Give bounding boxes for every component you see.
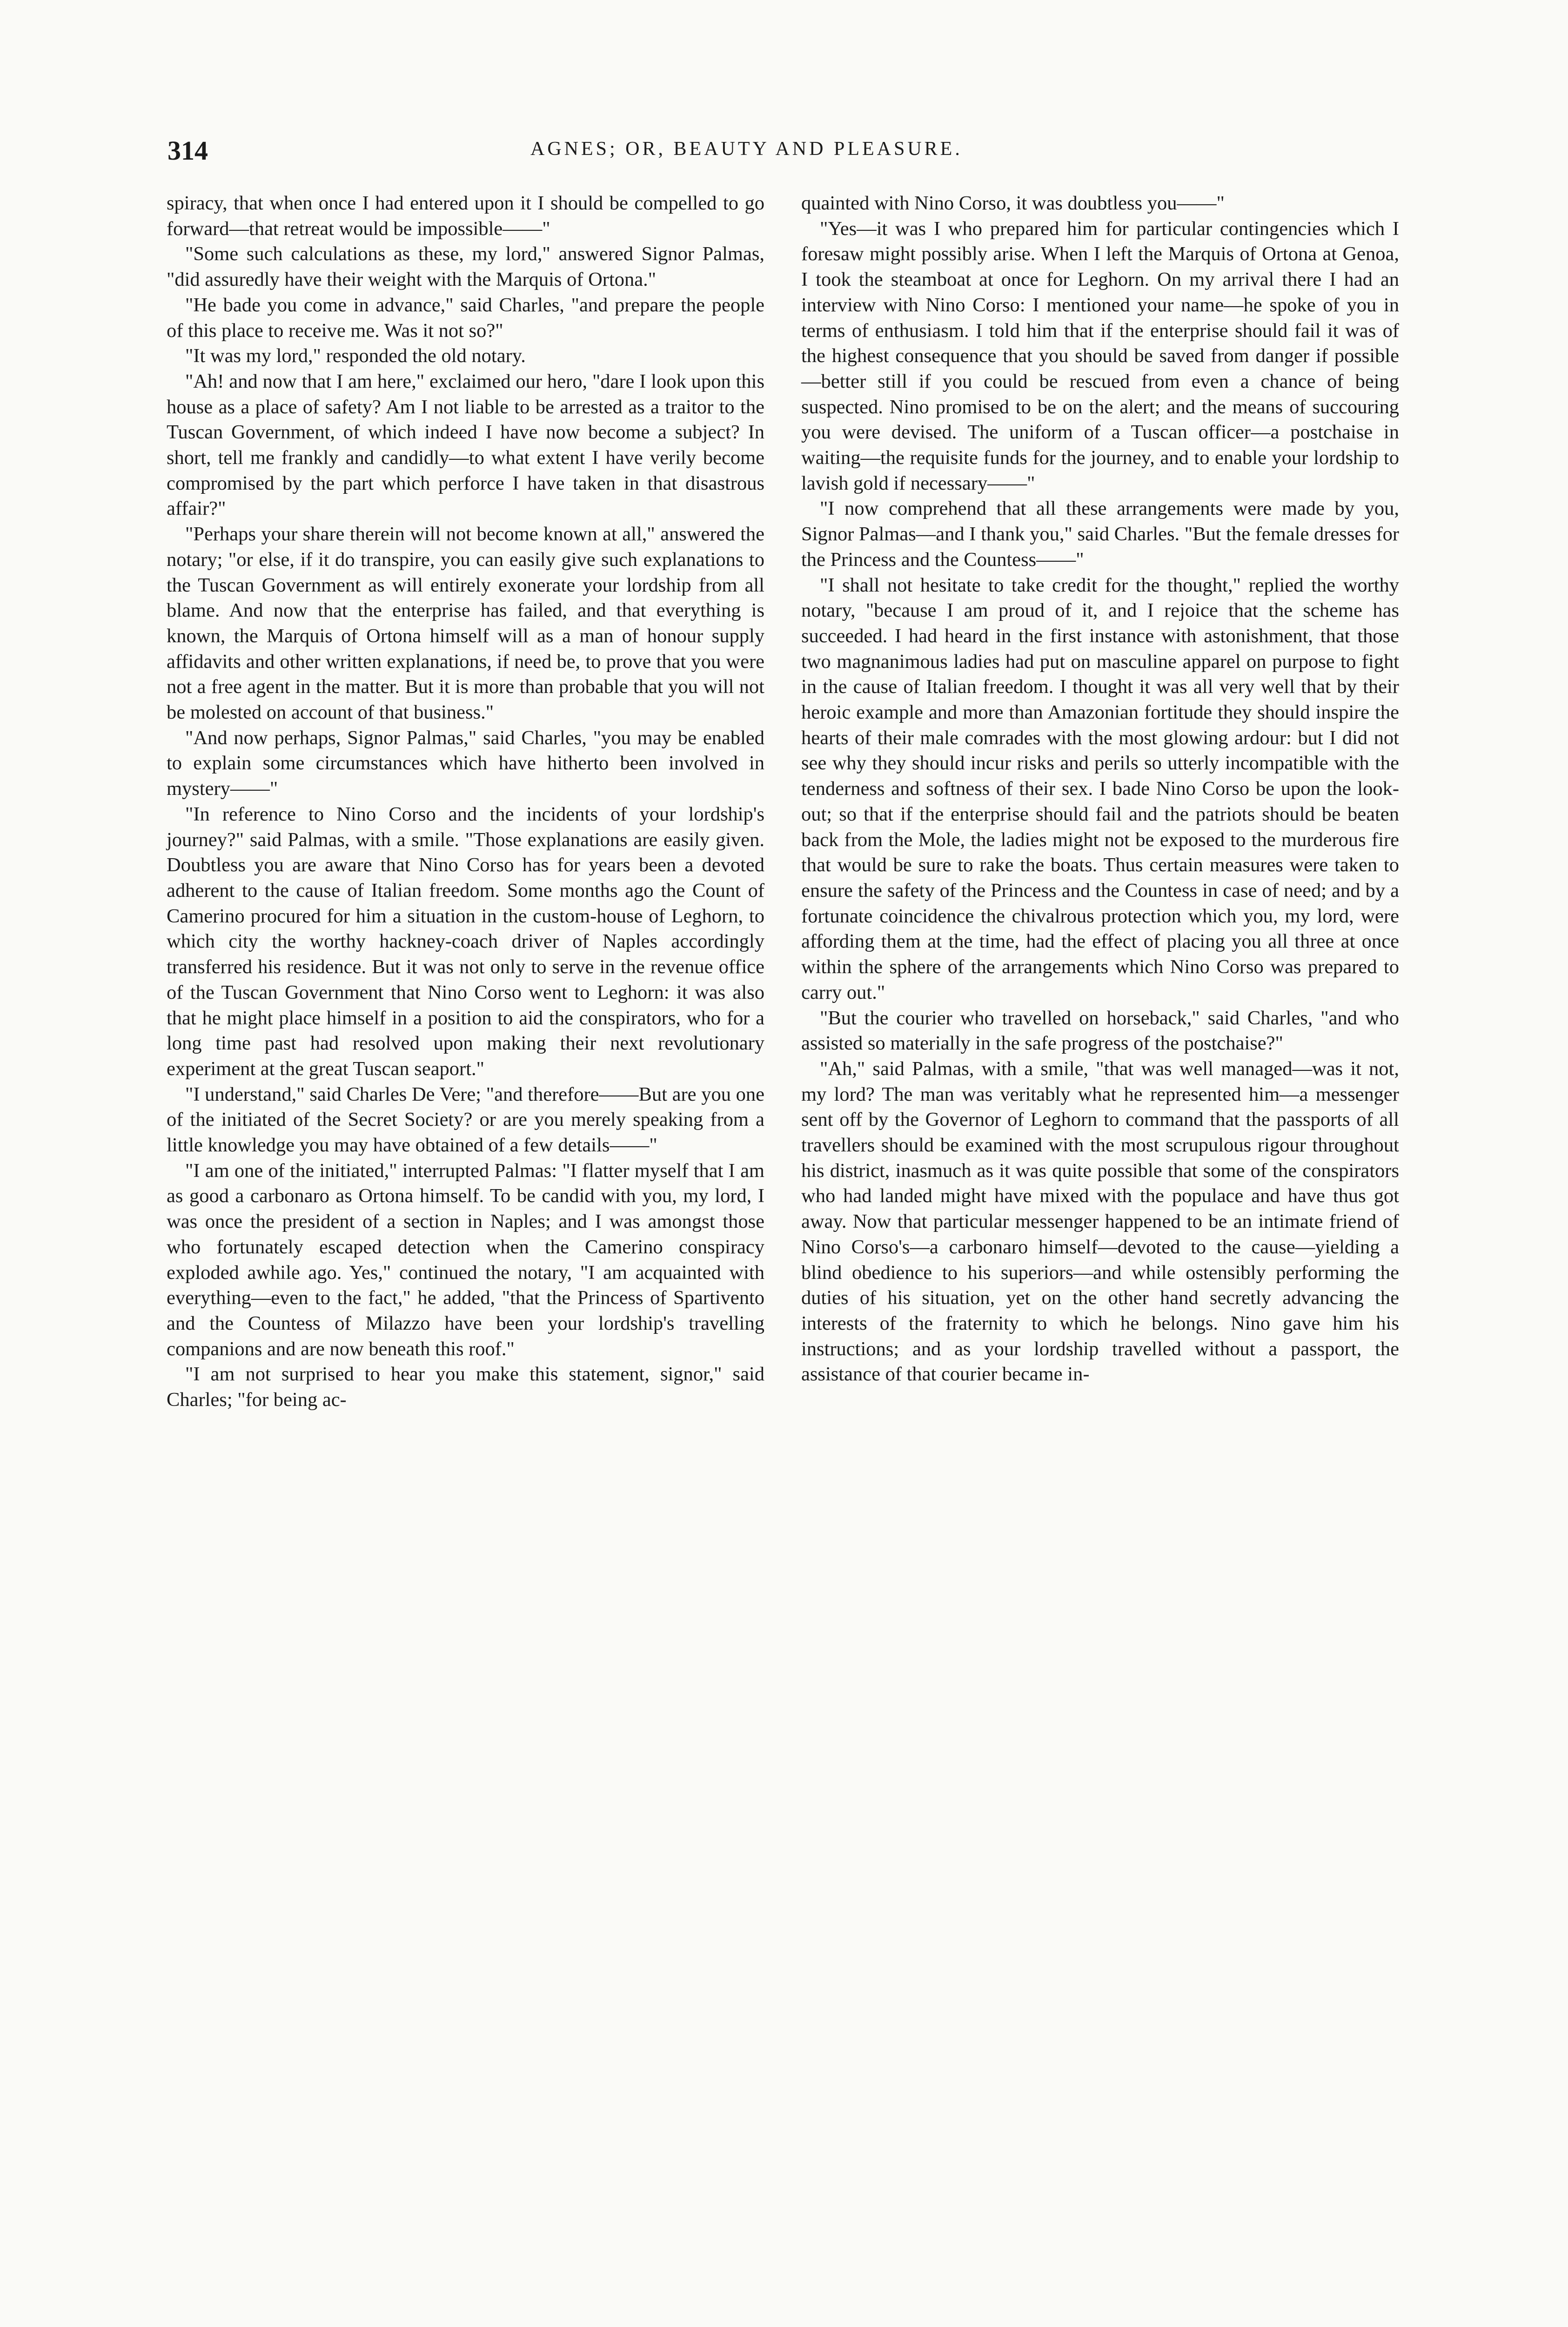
paragraph: "I am not surprised to hear you make this statement, signor," said Charles; "for being ac- xyxy=(167,1363,764,1411)
paragraph: "Ah," said Palmas, with a smile, "that was well managed—was it not, my lord? The man was veritably what he represented him—a messenger sent off by the Governor of Leghorn to command that the passports of all travellers should be examined with the most scrupulous rigour throughout his district, inasmuch as it was quite possible that some of the conspirators who had landed might have mixed with the populace and have thus got away. Now that particular messenger happened to be an intimate friend of Nino Corso's—a carbonaro himself—devoted to the cause—yielding a blind obedience to his superiors—and while ostensibly performing the duties of his situation, yet on the other hand secretly advancing the interests of the fraternity to which he belongs. Nino gave him his instructions; and as your lordship travelled without a passport, the assistance of that courier became in- xyxy=(801,1057,1399,1385)
paragraph: "It was my lord," responded the old notary. xyxy=(185,345,526,367)
paragraph: "Ah! and now that I am here," exclaimed our hero, "dare I look upon this house as a place of safety? Am I not liable to be arrested as a traitor to the Tuscan Government, of which indeed I have now become a subject? In short, tell me frankly and candidly—to what extent I have verily become compromised by the part which perforce I have taken in that disastrous affair?" xyxy=(167,370,764,520)
paragraph: quainted with Nino Corso, it was doubtless you——" xyxy=(801,192,1225,214)
running-head: AGNES; OR, BEAUTY AND PLEASURE. xyxy=(530,138,963,160)
paragraph: "I understand," said Charles De Vere; "and therefore——But are you one of the initiated of the Secret Society? or are you merely speaking from a little knowledge you may have obtained of a few details——" xyxy=(167,1083,764,1157)
paragraph: spiracy, that when once I had entered upon it I should be compelled to go forward—that retreat would be impossible——" xyxy=(167,192,764,240)
paragraph: "Yes—it was I who prepared him for particular contingencies which I foresaw might possibly arise. When I left the Marquis of Ortona at Genoa, I took the steamboat at once for Leghorn. On my arrival there I had an interview with Nino Corso: I mentioned your name—he spoke of you in terms of enthusiasm. I told him that if the enterprise should fail it was of the highest consequence that you should be saved from danger if possible—better still if you could be rescued from even a chance of being suspected. Nino promised to be on the alert; and the means of succouring you were devised. The uniform of a Tuscan officer—a postchaise in waiting—the requisite funds for the journey, and to enable your lordship to lavish gold if necessary——" xyxy=(801,217,1399,494)
left-column xyxy=(167,191,764,1413)
page-header xyxy=(168,135,1400,172)
paragraph: "In reference to Nino Corso and the incidents of your lordship's journey?" said Palmas, with a smile. "Those explanations are easily given. Doubtless you are aware that Nino Corso has for years been a devoted adherent to the cause of Italian freedom. Some months ago the Count of Camerino procured for him a situation in the custom-house of Leghorn, to which city the worthy hackney-coach driver of Naples accordingly transferred his residence. But it was not only to serve in the revenue office of the Tuscan Government that Nino Corso went to Leghorn: it was also that he might place himself in a position to aid the conspirators, who for a long time past had resolved upon making their next revolutionary experiment at the great Tuscan seaport." xyxy=(167,803,764,1080)
paragraph: "And now perhaps, Signor Palmas," said Charles, "you may be enabled to explain some circumstances which have hitherto been involved in mystery——" xyxy=(167,726,764,800)
paragraph: "I shall not hesitate to take credit for the thought," replied the worthy notary, "because I am proud of it, and I rejoice that the scheme has succeeded. I had heard in the first instance with astonishment, that those two magnanimous ladies had put on masculine apparel on purpose to fight in the cause of Italian freedom. I thought it was all very well that by their heroic example and more than Amazonian fortitude they should inspire the hearts of their male comrades with the most glowing ardour: but I did not see why they should incur risks and perils so utterly incompatible with the tenderness and softness of their sex. I bade Nino Corso be upon the look-out; so that if the enterprise should fail and the patriots should be beaten back from the Mole, the ladies might not be exposed to the murderous fire that would be sure to rake the boats. Thus certain measures were taken to ensure the safety of the Princess and the Countess in case of need; and by a fortunate coincidence the chivalrous protection which you, my lord, were affording them at the time, had the effect of placing you all three at once within the sphere of the arrangements which Nino Corso was prepared to carry out." xyxy=(801,574,1399,1003)
paragraph: "I am one of the initiated," interrupted Palmas: "I flatter myself that I am as good a carbonaro as Ortona himself. To be candid with you, my lord, I was once the president of a section in Naples; and I was amongst those who fortunately escaped detection when the Camerino conspiracy exploded awhile ago. Yes," continued the notary, "I am acquainted with everything—even to the fact," he added, "that the Princess of Spartivento and the Countess of Milazzo have been your lordship's travelling companions and are now beneath this roof." xyxy=(167,1159,764,1360)
paragraph: "But the courier who travelled on horseback," said Charles, "and who assisted so materially in the safe progress of the postchaise?" xyxy=(801,1007,1399,1055)
paragraph: "He bade you come in advance," said Charles, "and prepare the people of this place to receive me. Was it not so?" xyxy=(167,294,764,342)
paragraph: "Perhaps your share therein will not become known at all," answered the notary; "or else, if it do transpire, you can easily give such explanations to the Tuscan Government as will entirely exonerate your lordship from all blame. And now that the enterprise has failed, and that everything is known, the Marquis of Ortona himself will as a man of honour supply affidavits and other written explanations, if need be, to prove that you were not a free agent in the matter. But it is more than probable that you will not be molested on account of that business." xyxy=(167,523,764,724)
right-column xyxy=(801,191,1399,1387)
paragraph: "Some such calculations as these, my lord," answered Signor Palmas, "did assuredly have their weight with the Marquis of Ortona." xyxy=(167,243,764,291)
paragraph: "I now comprehend that all these arrangements were made by you, Signor Palmas—and I thank you," said Charles. "But the female dresses for the Princess and the Countess——" xyxy=(801,498,1399,571)
page-number: 314 xyxy=(168,135,208,166)
